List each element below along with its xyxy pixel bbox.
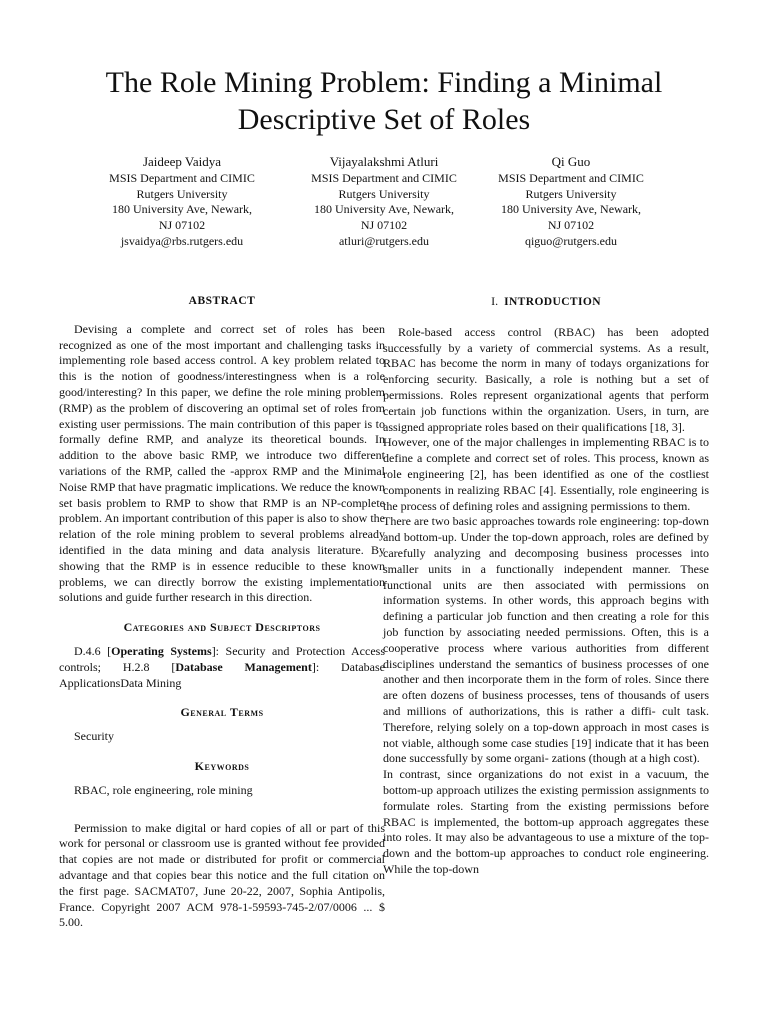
author-dept: MSIS Department and CIMIC [498, 170, 644, 185]
author-1 [77, 154, 287, 250]
author-name: Vijayalakshmi Atluri [329, 154, 439, 169]
general-terms-text: Security [74, 729, 114, 744]
categories-db-label: Database Management [175, 659, 312, 674]
author-name: Jaideep Vaidya [142, 154, 222, 169]
author-univ: Rutgers University [338, 186, 430, 201]
author-email: qiguo@rutgers.edu [524, 233, 618, 248]
categories-os-label: Operating Systems [111, 643, 212, 658]
author-univ: Rutgers University [525, 186, 617, 201]
general-terms-heading: General Terms [180, 705, 264, 720]
keywords-heading: Keywords [194, 758, 250, 773]
intro-paragraph: However, one of the major challenges in implementing RBAC is to define a complete and correct set of roles. This process, known as role engineering [2], has been identified as one of the costliest components in realizing RBAC [4]. Essentially, role engineering is the process of defining roles and assigning permissions to them. [383, 435, 709, 513]
categories-prefix: D.4.6 [ [74, 643, 112, 658]
abstract-heading: ABSTRACT [188, 295, 256, 307]
intro-paragraph: Role-based access control (RBAC) has been adopted successfully by a variety of commercial systems. As a result, RBAC has become the norm in many of todays organizations for enforcing security. Basically, a role is nothing but a set of permissions. Roles represent organizational agents that perform certain job functions within the organization. Users, in turn, are assigned appropriate roles based on their qualifications [18, 3]. [383, 324, 709, 434]
keywords-text: RBAC, role engineering, role mining [74, 782, 253, 797]
author-name: Qi Guo [551, 154, 591, 169]
author-address: 180 University Ave, Newark, [313, 202, 455, 217]
left-column [59, 294, 385, 931]
intro-paragraph: There are two basic approaches towards role engineering: top-down and bottom-up. Under the top-down approach, roles are defined by carefully analyzing and decomposing business processes into smaller units in a functionally independent manner. These functional units are then associated with permissions on information systems. In other words, this approach begins with defining a particular job function and then creating a role for this job function by associating needed permissions. Often, this is a cooperative process where various authorities from different disciplines understand the semantics of business processes of one another and then incorporate them in the form of roles. Since there are often dozens of business processes, tens of thousands of users and millions of authorizations, this is rather a diffi- cult task. Therefore, relying solely on a top-down approach in most cases is not viable, although some case studies [19] indicate that it has been done successfully by some organi- zations (though at a high cost). [383, 514, 709, 766]
author-dept: MSIS Department and CIMIC [109, 170, 255, 185]
author-zip: NJ 07102 [547, 218, 595, 233]
permission-notice: Permission to make digital or hard copies of all or part of this work for personal or classroom use is granted without fee provided that copies are not made or distributed for profit or commercial advantage and that copies bear this notice and the full citation on the first page. SACMAT07, June 20-22, 2007, Sophia Antipolis, France. Copyright 2007 ACM 978-1-59593-745-2/07/0006 ... $ 5.00. [59, 820, 385, 930]
abstract-text: Devising a complete and correct set of roles has been recognized as one of the most important and challenging tasks in implementing role based access control. A key problem related to this is the notion of goodness/interestingness when is a role good/interesting? In this paper, we define the role mining problem (RMP) as the problem of discovering an optimal set of roles from existing user permissions. The main contribution of this paper is to formally define RMP, and analyze its theoretical bounds. In addition to the above basic RMP, we introduce two different variations of the RMP, called the -approx RMP and the Minimal Noise RMP that have pragmatic implications. We reduce the known set basis problem to RMP to show that RMP is an NP-complete problem. An important contribution of this paper is also to show the relation of the role mining problem to several problems already identified in the data mining and data analysis literature. By showing that the RMP is in essence reducible to these known problems, we can directly borrow the existing implementation solutions and guide further research in this direction. [59, 321, 385, 605]
categories-heading: Categories and Subject Descriptors [123, 620, 321, 635]
section-gap [59, 799, 385, 821]
author-zip: NJ 07102 [158, 218, 206, 233]
author-address: 180 University Ave, Newark, [111, 202, 253, 217]
author-address: 180 University Ave, Newark, [500, 202, 642, 217]
categories-middle: ]: Security and Protection Access controls; H.2.8 [ [59, 643, 386, 674]
author-dept: MSIS Department and CIMIC [311, 170, 457, 185]
paper-title: The Role Mining Problem: Finding a Minimal Descriptive Set of Roles [105, 66, 663, 136]
categories-text [59, 644, 385, 691]
section-title: INTRODUCTION [504, 296, 601, 308]
section-number: I. [491, 294, 499, 308]
intro-paragraph: In contrast, since organizations do not exist in a vacuum, the bottom-up approach utilizes the existing permission assignments to formulate roles. Starting from the existing permissions before RBAC is implemented, the bottom-up approach aggregates these into roles. It may also be advantageous to use a mixture of the top-down and the bottom-up approaches to conduct role engineering. While the top-down [383, 767, 709, 876]
author-email: jsvaidya@rbs.rutgers.edu [120, 233, 244, 248]
categories-suffix: ]: Database ApplicationsData Mining [59, 659, 385, 690]
author-2 [279, 154, 489, 250]
author-3 [466, 154, 676, 250]
right-column [383, 294, 709, 878]
author-email: atluri@rutgers.edu [338, 233, 430, 248]
author-zip: NJ 07102 [360, 218, 408, 233]
introduction-heading [383, 294, 709, 311]
author-univ: Rutgers University [136, 186, 228, 201]
